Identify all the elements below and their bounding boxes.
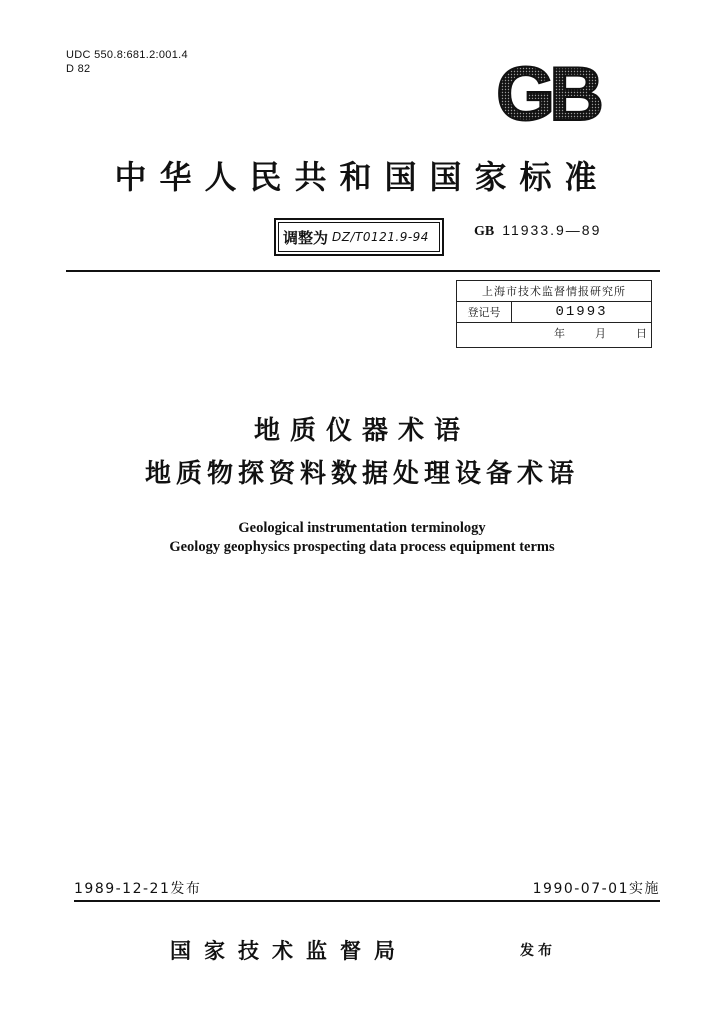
gb-logo [474, 58, 620, 128]
title-cn-line2: 地质物探资料数据处理设备术语 [144, 459, 579, 489]
title-cn-line1: 地质仪器术语 [253, 416, 470, 446]
registration-date-row [457, 323, 651, 343]
udc-code: UDC 550.8:681.2:001.4 [66, 49, 188, 61]
class-code: D 82 [66, 63, 91, 75]
standard-number [474, 222, 601, 240]
standard-prefix: GB [474, 224, 495, 239]
issue-word: 发布 [520, 943, 556, 959]
registration-institute: 上海市技术监督情报研究所 [457, 281, 651, 302]
stamp-handwritten-number: DZ/T0121.9-94 [332, 230, 429, 244]
date-line [74, 878, 660, 898]
issuing-authority: 国家技术监督局 [170, 938, 408, 963]
registration-box [456, 280, 652, 348]
registration-day: 日 [636, 327, 647, 340]
registration-month: 月 [595, 327, 606, 340]
stamp-label: 调整为 [283, 228, 329, 247]
registration-year: 年 [554, 327, 565, 340]
svg-text:GB: GB [496, 58, 598, 128]
standard-number-value: 11933.9—89 [502, 222, 602, 238]
title-en-line1: Geological instrumentation terminology [238, 520, 486, 536]
top-rule [66, 270, 660, 272]
registration-number: 01993 [555, 304, 608, 320]
national-standard-title: 中华人民共和国国家标准 [114, 158, 610, 196]
title-en-line2: Geology geophysics prospecting data process equipment terms [169, 539, 555, 555]
issue-date: 1989-12-21发布 [74, 881, 202, 897]
effective-date: 1990-07-01实施 [532, 881, 660, 897]
registration-number-row [457, 302, 651, 323]
adjustment-stamp [274, 218, 444, 256]
registration-label: 登记号 [457, 302, 512, 322]
bottom-rule [74, 900, 660, 902]
classification-codes [66, 48, 188, 76]
